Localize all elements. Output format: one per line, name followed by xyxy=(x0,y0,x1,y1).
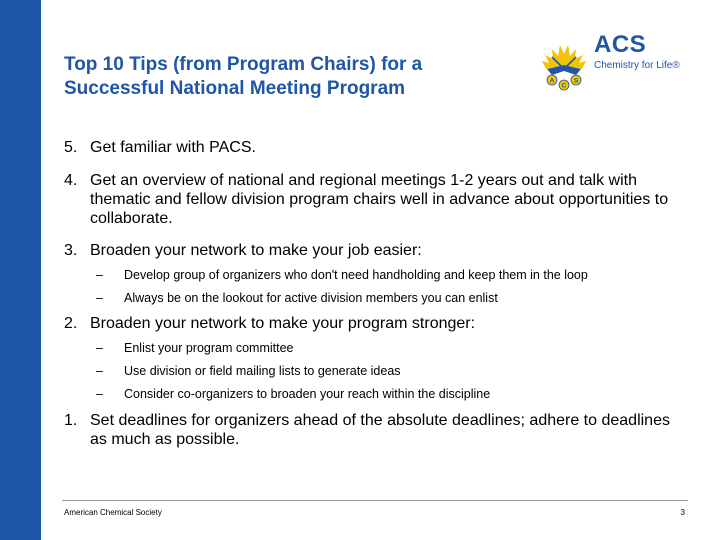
sub-item-text: Always be on the lookout for active division members you can enlist xyxy=(124,291,498,305)
logo-tagline: Chemistry for Life® xyxy=(594,60,680,71)
tip-text: Broaden your network to make your job easier: xyxy=(90,242,422,259)
tip-item-5 xyxy=(64,138,689,157)
tip-text: Get familiar with PACS. xyxy=(90,139,256,156)
sub-item-text: Develop group of organizers who don't need handholding and keep them in the loop xyxy=(124,268,588,282)
tip-item-1 xyxy=(64,411,689,449)
tips-list xyxy=(64,138,689,449)
tip-number: 3. xyxy=(64,242,78,259)
tip-number: 1. xyxy=(64,412,78,429)
sub-item xyxy=(64,341,689,356)
dash-bullet: – xyxy=(96,291,103,305)
tip-text: Set deadlines for organizers ahead of the absolute deadlines; adhere to deadlines as much as possible. xyxy=(90,412,670,448)
tip-item-3 xyxy=(64,241,689,260)
slide-title-line-1: Top 10 Tips (from Program Chairs) for a xyxy=(64,54,423,75)
sub-item-text: Use division or field mailing lists to generate ideas xyxy=(124,364,401,378)
logo-acs-text: ACS xyxy=(594,31,647,58)
dash-bullet: – xyxy=(96,268,103,282)
footer-divider xyxy=(62,500,688,501)
tip-item-4 xyxy=(64,171,689,228)
acs-logo xyxy=(538,33,698,91)
tip-3-subitems xyxy=(64,268,689,306)
sub-item xyxy=(64,291,689,306)
slide-title xyxy=(64,53,504,101)
acs-seal-icon xyxy=(538,33,590,91)
footer-organization: American Chemical Society xyxy=(64,508,162,517)
tip-2-subitems xyxy=(64,341,689,402)
dash-bullet: – xyxy=(96,341,103,355)
sub-item-text: Enlist your program committee xyxy=(124,341,294,355)
tip-number: 2. xyxy=(64,315,78,332)
sub-item xyxy=(64,268,689,283)
tip-item-2 xyxy=(64,314,689,333)
left-accent-bar xyxy=(0,0,41,540)
sub-item xyxy=(64,387,689,402)
dash-bullet: – xyxy=(96,387,103,401)
tip-number: 4. xyxy=(64,172,78,189)
seal-letter-a: A xyxy=(549,77,555,85)
seal-letter-s: S xyxy=(573,77,579,85)
tip-text: Get an overview of national and regional meetings 1-2 years out and talk with thematic and fellow division program chairs well in advance about opportunities to collaborate. xyxy=(90,172,669,227)
sub-item xyxy=(64,364,689,379)
footer-page-number: 3 xyxy=(680,508,685,517)
dash-bullet: – xyxy=(96,364,103,378)
tip-text: Broaden your network to make your program stronger: xyxy=(90,315,476,332)
slide-title-line-2: Successful National Meeting Program xyxy=(64,78,406,99)
sub-item-text: Consider co-organizers to broaden your reach within the discipline xyxy=(124,387,491,401)
seal-letter-c: C xyxy=(561,82,567,90)
tip-number: 5. xyxy=(64,139,78,156)
